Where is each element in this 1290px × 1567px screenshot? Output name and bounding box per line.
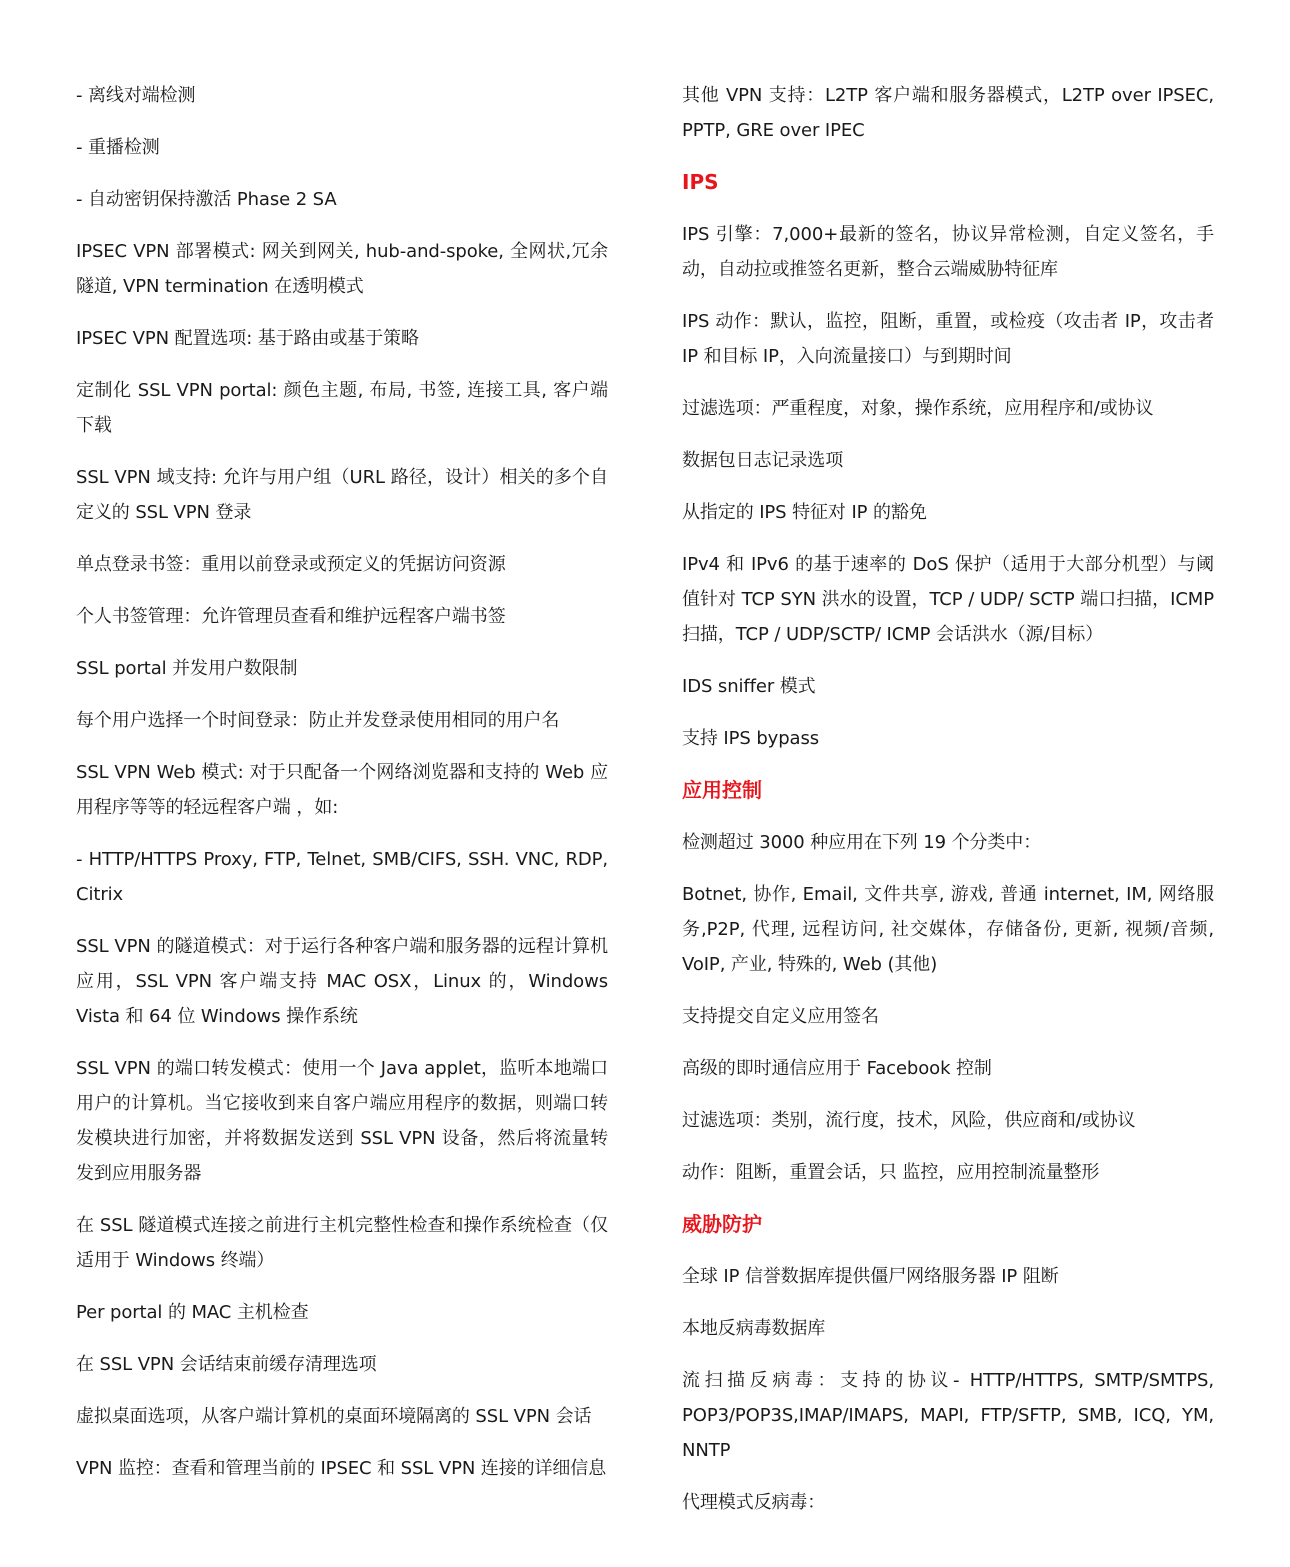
paragraph: 在 SSL 隧道模式连接之前进行主机完整性检查和操作系统检查（仅适用于 Windows 终端） <box>76 1215 608 1271</box>
paragraph: 过滤选项：严重程度，对象，操作系统，应用程序和/或协议 <box>682 398 1154 419</box>
paragraph: IPSEC VPN 配置选项: 基于路由或基于策略 <box>76 328 419 349</box>
left-column <box>76 78 608 1503</box>
paragraph: 其他 VPN 支持：L2TP 客户端和服务器模式，L2TP over IPSEC, PPTP, GRE over IPEC <box>682 85 1214 141</box>
paragraph: 定制化 SSL VPN portal: 颜色主题, 布局, 书签, 连接工具, 客户端下载 <box>76 380 608 436</box>
paragraph: IDS sniffer 模式 <box>682 676 816 697</box>
paragraph: 全球 IP 信誉数据库提供僵尸网络服务器 IP 阻断 <box>682 1266 1059 1287</box>
paragraph: - 重播检测 <box>76 137 160 158</box>
paragraph: 过滤选项：类别，流行度，技术，风险，供应商和/或协议 <box>682 1110 1136 1131</box>
paragraph: 支持 IPS bypass <box>682 728 820 749</box>
paragraph: 虚拟桌面选项，从客户端计算机的桌面环境隔离的 SSL VPN 会话 <box>76 1406 592 1427</box>
paragraph: 流扫描反病毒：支持的协议- HTTP/HTTPS, SMTP/SMTPS, POP3/POP3S,IMAP/IMAPS, MAPI, FTP/SFTP, SMB, ICQ, YM, NNTP <box>682 1370 1214 1461</box>
paragraph: 本地反病毒数据库 <box>682 1318 826 1339</box>
section-heading: IPS <box>682 170 719 194</box>
paragraph: IPS 动作：默认，监控，阻断，重置，或检疫（攻击者 IP，攻击者 IP 和目标 IP，入向流量接口）与到期时间 <box>682 311 1214 367</box>
paragraph: IPS 引擎：7,000+最新的签名，协议异常检测，自定义签名，手动，自动拉或推签名更新，整合云端威胁特征库 <box>682 224 1214 280</box>
paragraph: - 自动密钥保持激活 Phase 2 SA <box>76 189 337 210</box>
paragraph: 高级的即时通信应用于 Facebook 控制 <box>682 1058 992 1079</box>
right-column <box>682 78 1214 1537</box>
paragraph: IPv4 和 IPv6 的基于速率的 DoS 保护（适用于大部分机型）与阈值针对 TCP SYN 洪水的设置，TCP / UDP/ SCTP 端口扫描，ICMP 扫描，TCP / UDP/SCTP/ ICMP 会话洪水（源/目标） <box>682 554 1214 645</box>
paragraph: 在 SSL VPN 会话结束前缓存清理选项 <box>76 1354 377 1375</box>
paragraph: 代理模式反病毒： <box>682 1492 826 1513</box>
paragraph: SSL VPN 的隧道模式：对于运行各种客户端和服务器的远程计算机应用，SSL VPN 客户端支持 MAC OSX，Linux 的，Windows Vista 和 64 位 Windows 操作系统 <box>76 936 608 1027</box>
paragraph: - HTTP/HTTPS Proxy, FTP, Telnet, SMB/CIFS, SSH. VNC, RDP, Citrix <box>76 849 608 905</box>
paragraph: 数据包日志记录选项 <box>682 450 844 471</box>
paragraph: 检测超过 3000 种应用在下列 19 个分类中： <box>682 832 1042 853</box>
paragraph: 单点登录书签：重用以前登录或预定义的凭据访问资源 <box>76 554 506 575</box>
paragraph: 每个用户选择一个时间登录：防止并发登录使用相同的用户名 <box>76 710 560 731</box>
section-heading: 应用控制 <box>682 778 762 802</box>
paragraph: VPN 监控：查看和管理当前的 IPSEC 和 SSL VPN 连接的详细信息 <box>76 1458 607 1479</box>
paragraph: 动作：阻断，重置会话，只 监控，应用控制流量整形 <box>682 1162 1100 1183</box>
paragraph: SSL VPN 域支持: 允许与用户组（URL 路径，设计）相关的多个自定义的 SSL VPN 登录 <box>76 467 608 523</box>
paragraph: IPSEC VPN 部署模式: 网关到网关, hub-and-spoke, 全网状,冗余隧道, VPN termination 在透明模式 <box>76 241 608 297</box>
section-heading: 威胁防护 <box>682 1212 762 1236</box>
paragraph: 支持提交自定义应用签名 <box>682 1006 879 1027</box>
paragraph: Botnet, 协作, Email, 文件共享, 游戏, 普通 internet, IM, 网络服务,P2P, 代理, 远程访问, 社交媒体，存储备份, 更新, 视频/音频, VoIP, 产业, 特殊的, Web (其他) <box>682 884 1214 975</box>
paragraph: SSL portal 并发用户数限制 <box>76 658 298 679</box>
paragraph: SSL VPN 的端口转发模式：使用一个 Java applet，监听本地端口用户的计算机。当它接收到来自客户端应用程序的数据，则端口转发模块进行加密，并将数据发送到 SSL VPN 设备，然后将流量转发到应用服务器 <box>76 1058 608 1184</box>
paragraph: 从指定的 IPS 特征对 IP 的豁免 <box>682 502 927 523</box>
paragraph: 个人书签管理：允许管理员查看和维护远程客户端书签 <box>76 606 506 627</box>
paragraph: Per portal 的 MAC 主机检查 <box>76 1302 309 1323</box>
paragraph: - 离线对端检测 <box>76 85 196 106</box>
paragraph: SSL VPN Web 模式: 对于只配备一个网络浏览器和支持的 Web 应用程序等等的轻远程客户端 ，如: <box>76 762 608 818</box>
